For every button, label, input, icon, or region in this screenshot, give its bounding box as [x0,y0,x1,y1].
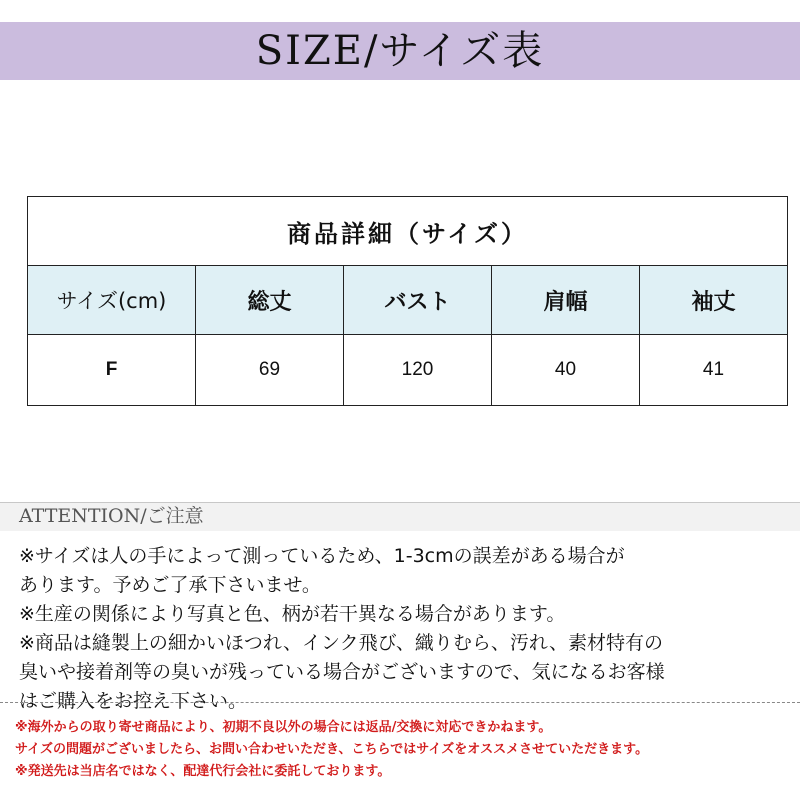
column-header-length: 総丈 [196,266,344,335]
warning-line: サイズの問題がございましたら、お問い合わせいただき、こちらではサイズをオススメさせていただきます。 [15,742,649,757]
cell-length: 69 [196,335,344,406]
cell-bust: 120 [344,335,492,406]
column-header-shoulder: 肩幅 [492,266,640,335]
size-table-header-row [28,266,788,335]
cell-shoulder: 40 [492,335,640,406]
attention-notes [19,542,794,716]
note-line: ※商品は縫製上の細かいほつれ、インク飛び、織りむら、汚れ、素材特有の [19,632,664,654]
size-table-title: 商品詳細（サイズ） [28,197,788,266]
attention-title: ATTENTION/ご注意 [19,505,204,527]
warning-line: ※海外からの取り寄せ商品により、初期不良以外の場合には返品/交換に対応できかねます。 [15,720,552,735]
note-line: あります。予めご了承下さいませ。 [19,574,321,596]
note-line: ※サイズは人の手によって測っているため、1-3cmの誤差がある場合が [19,545,625,567]
note-line: 臭いや接着剤等の臭いが残っている場合がございますので、気になるお客様 [19,661,665,683]
note-line: ※生産の関係により写真と色、柄が若干異なる場合があります。 [19,603,566,625]
page-title: SIZE/サイズ表 [255,28,545,74]
dashed-divider [0,702,800,703]
size-table [27,196,788,406]
size-table-title-row [28,197,788,266]
column-header-bust: バスト [344,266,492,335]
note-line: はご購入をお控え下さい。 [19,690,248,712]
shipping-warnings [15,717,795,783]
column-header-sleeve: 袖丈 [640,266,788,335]
table-row [28,335,788,406]
warning-line: ※発送先は当店名ではなく、配達代行会社に委託しております。 [15,764,391,779]
cell-size: F [28,335,196,406]
cell-sleeve: 41 [640,335,788,406]
column-header-size: サイズ(cm) [28,266,196,335]
